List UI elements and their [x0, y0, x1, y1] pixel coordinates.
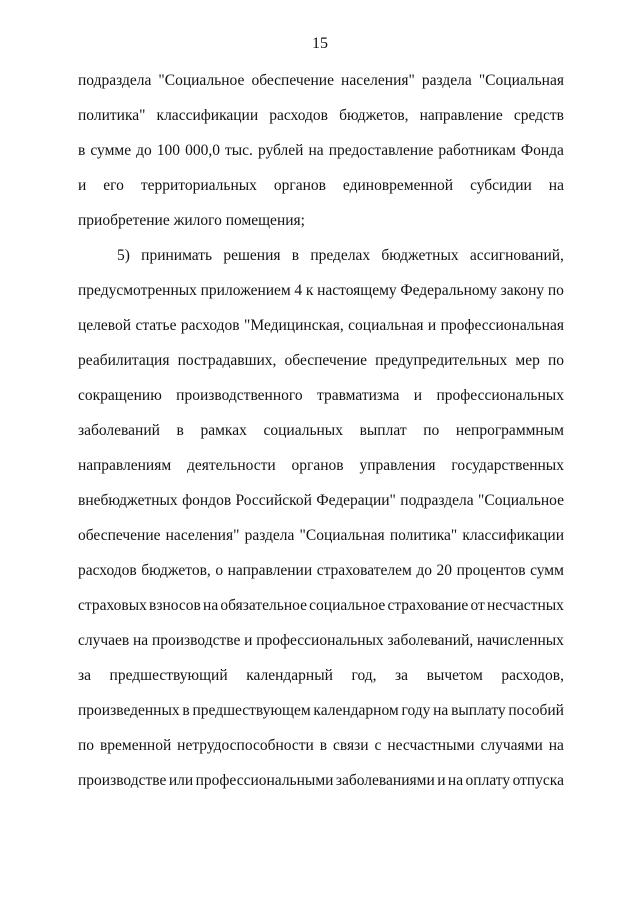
word: пособий [508, 702, 564, 719]
word: случаев [78, 632, 130, 649]
word: начисленных [477, 632, 564, 649]
word: территориальных [140, 177, 257, 194]
text-line [78, 483, 564, 518]
word: настоящему [317, 282, 397, 299]
word: оплату [465, 772, 511, 789]
word: на [548, 737, 564, 754]
word: профессиональными [195, 772, 334, 789]
word: произведенных [78, 702, 180, 719]
word: выплату [451, 702, 506, 719]
word: вычетом [426, 667, 483, 684]
word: рублей [257, 142, 304, 159]
word: политика" [389, 527, 458, 544]
word: тыс. [224, 142, 253, 159]
word: деятельности [186, 457, 276, 474]
word: на [548, 177, 564, 194]
word: на [308, 142, 324, 159]
word: о [215, 562, 224, 579]
text-line [78, 728, 564, 763]
word: расходов [78, 562, 137, 579]
word: страхователем [316, 562, 412, 579]
word: на [133, 632, 149, 649]
word: 4 [294, 282, 303, 299]
word: заболеваний, [387, 632, 474, 649]
word: бюджетов, [141, 562, 211, 579]
word: календарном [313, 702, 399, 719]
word: его [103, 177, 124, 194]
word: направлении [227, 562, 313, 579]
word: профессиональных [256, 632, 384, 649]
word: целевой [78, 317, 132, 334]
text-line [78, 133, 564, 168]
word: с [374, 737, 382, 754]
text-line [78, 378, 564, 413]
word: производстве [78, 772, 167, 789]
word: заболеваниями [335, 772, 435, 789]
word: травматизма [317, 387, 400, 404]
text-line: приобретение жилого помещения; [78, 212, 305, 229]
text-line [78, 448, 564, 483]
text-line [78, 308, 564, 343]
text-line [78, 238, 564, 273]
word: профессиональная [440, 317, 564, 334]
word: году [401, 702, 431, 719]
text-line [78, 763, 564, 798]
word: и [244, 632, 253, 649]
word: работникам [438, 142, 516, 159]
word: населения" [341, 72, 415, 89]
text-line [78, 588, 564, 623]
word: взносов [149, 597, 201, 614]
word: предоставление [328, 142, 434, 159]
word: предшествующий [109, 667, 228, 684]
word: обязательное [220, 597, 307, 614]
word: социальных [263, 422, 343, 439]
word: календарный [246, 667, 333, 684]
word: Федерации" [316, 492, 396, 509]
word: реабилитация [78, 352, 170, 369]
word: 100 [156, 142, 181, 159]
word: на [433, 702, 449, 719]
word: средств [513, 107, 564, 124]
text-line [78, 63, 564, 98]
word: или [168, 772, 194, 789]
word: от [470, 597, 485, 614]
word: на [203, 597, 219, 614]
word: подраздела [400, 492, 474, 509]
word: статье [135, 317, 177, 334]
word: выплат [359, 422, 407, 439]
word: в [291, 247, 300, 264]
text-line [78, 693, 564, 728]
word: Фонда [520, 142, 564, 159]
word: направлениям [78, 457, 172, 474]
word: субсидии [470, 177, 532, 194]
word: государственных [451, 457, 564, 474]
text-line [78, 273, 564, 308]
word: страховых [78, 597, 147, 614]
word: подраздела [78, 72, 152, 89]
word: предупредительных [375, 352, 508, 369]
text-line [78, 623, 564, 658]
word: сумме [90, 142, 132, 159]
word: 20 [436, 562, 453, 579]
word: внебюджетных [78, 492, 178, 509]
word: до [416, 562, 432, 579]
text-line [78, 98, 564, 133]
word: населения" [165, 527, 240, 544]
word: за [78, 667, 92, 684]
word: решения [223, 247, 281, 264]
word: 5) [117, 247, 130, 264]
word: год, [351, 667, 377, 684]
word: ассигнований, [469, 247, 564, 264]
word: "Социальная [478, 72, 564, 89]
word: несчастных [487, 597, 564, 614]
text-line [78, 518, 564, 553]
word: 000,0 [185, 142, 220, 159]
word: сумм [530, 562, 564, 579]
word: направление [419, 107, 503, 124]
text-line [78, 658, 564, 693]
text-line [78, 553, 564, 588]
word: "Социальная [299, 527, 385, 544]
word: в [176, 422, 184, 439]
word: расходов [269, 107, 328, 124]
word: заболеваний [78, 422, 160, 439]
word: нетрудоспособности [177, 737, 314, 754]
word: по [78, 737, 95, 754]
word: закону [500, 282, 545, 299]
word: социальное [309, 597, 386, 614]
word: профессиональных [436, 387, 564, 404]
word: предшествующем [192, 702, 311, 719]
word: непрограммным [455, 422, 564, 439]
word: за [395, 667, 409, 684]
word: мер [515, 352, 540, 369]
word: в [182, 702, 190, 719]
word: "Медицинская, [244, 317, 344, 334]
word: производстве [151, 632, 241, 649]
text-line [78, 413, 564, 448]
word: бюджетных [381, 247, 459, 264]
body-text [78, 63, 564, 798]
word: предусмотренных [78, 282, 197, 299]
word: классификации [156, 107, 259, 124]
word: обеспечение [78, 527, 161, 544]
word: случаями [480, 737, 543, 754]
word: по [423, 422, 440, 439]
word: единовременной [342, 177, 454, 194]
word: управления [359, 457, 436, 474]
word: в [319, 737, 328, 754]
word: политика" [78, 107, 146, 124]
word: к [305, 282, 314, 299]
word: обеспечение [251, 72, 334, 89]
page-number: 15 [312, 35, 328, 52]
word: сокращению [78, 387, 162, 404]
word: связи [333, 737, 369, 754]
word: приложением [200, 282, 291, 299]
word: до [136, 142, 152, 159]
word: "Социальное [478, 492, 564, 509]
word: на [447, 772, 464, 789]
word: Российской [235, 492, 312, 509]
word: классификации [462, 527, 564, 544]
word: временной [99, 737, 172, 754]
word: и [427, 317, 437, 334]
word: и [78, 177, 87, 194]
word: бюджетов, [339, 107, 409, 124]
word: процентов [456, 562, 526, 579]
word: раздела [244, 527, 295, 544]
word: пределах [310, 247, 371, 264]
word: расходов [180, 317, 240, 334]
word: Федеральному [400, 282, 497, 299]
word: социальная [348, 317, 424, 334]
word: и [413, 387, 423, 404]
word: расходов, [501, 667, 564, 684]
word: раздела [421, 72, 472, 89]
word: и [437, 772, 446, 789]
word: отпуска [512, 772, 564, 789]
word: органов [273, 177, 326, 194]
word: рамках [200, 422, 247, 439]
word: по [547, 352, 564, 369]
word: производственного [176, 387, 303, 404]
word: несчастными [387, 737, 475, 754]
text-line [78, 168, 564, 203]
word: в [78, 142, 86, 159]
word: органов [291, 457, 344, 474]
word: обеспечение [284, 352, 368, 369]
text-line [78, 343, 564, 378]
word: страхование [387, 597, 469, 614]
word: пострадавших, [177, 352, 277, 369]
word: "Социальное [158, 72, 245, 89]
word: принимать [141, 247, 213, 264]
word: по [547, 282, 564, 299]
word: фондов [182, 492, 232, 509]
